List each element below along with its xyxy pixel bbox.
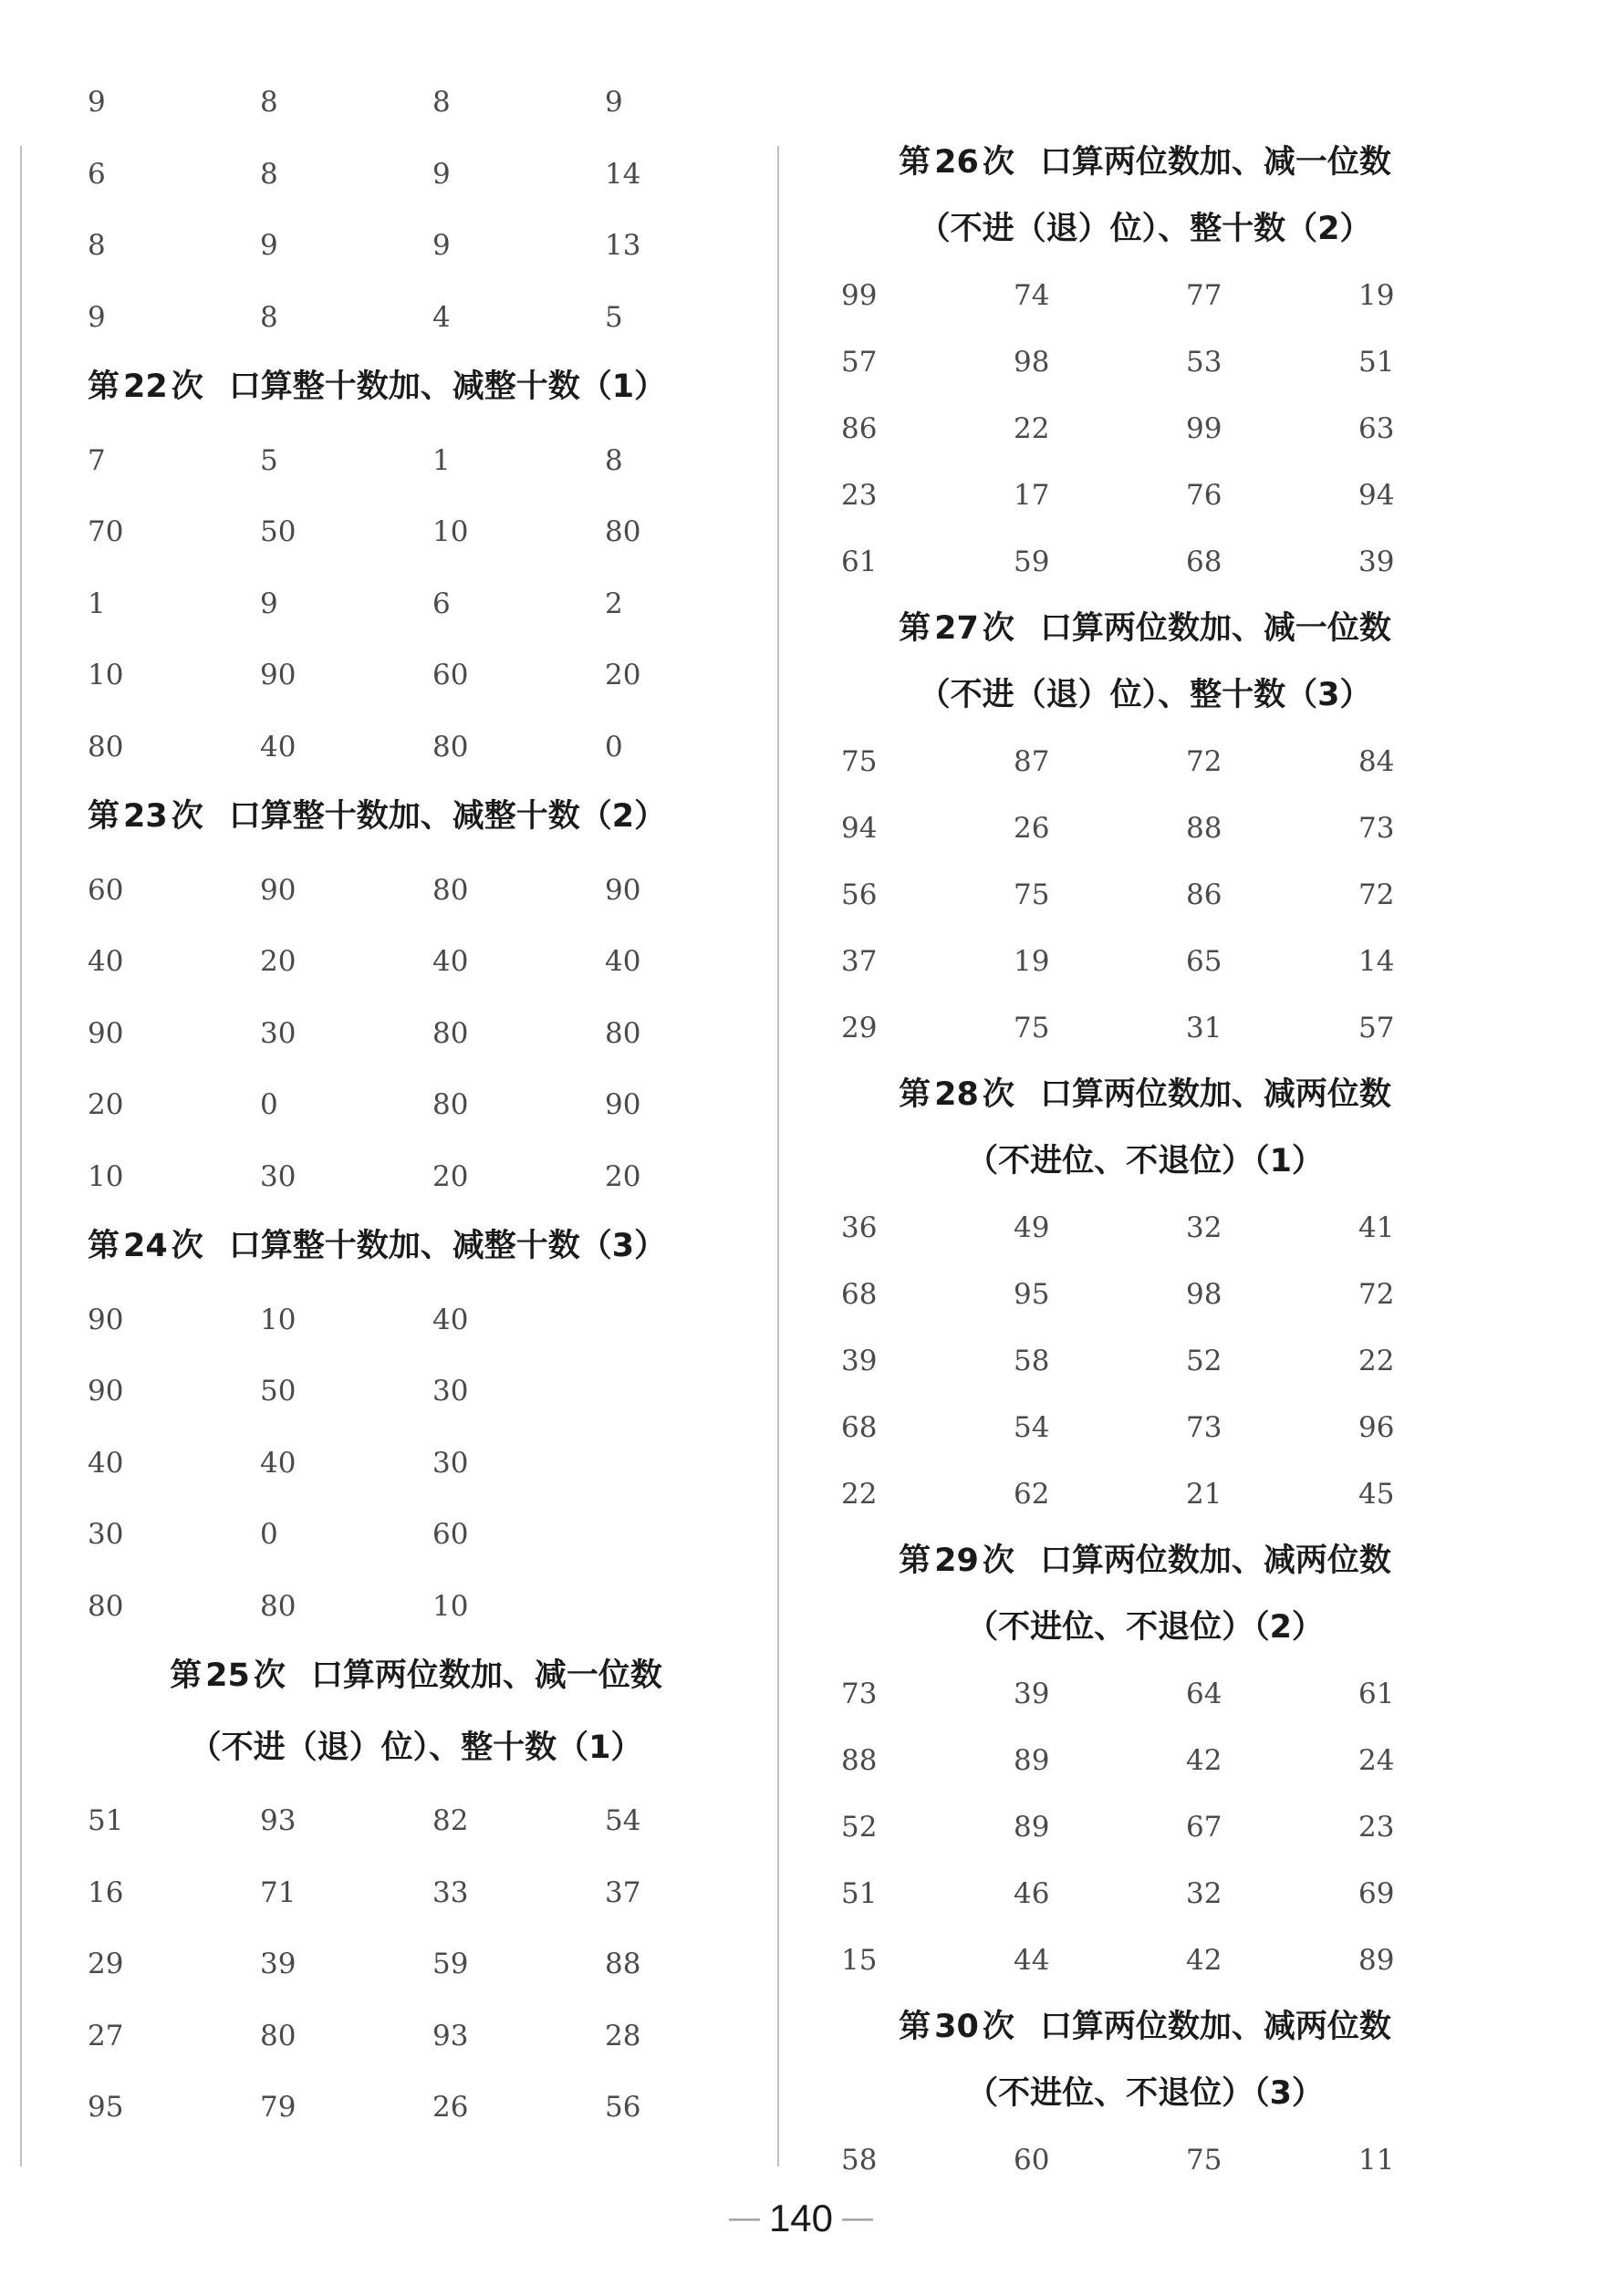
answer-value: 15: [841, 1944, 878, 1977]
answer-value: 67: [1186, 1811, 1222, 1844]
section-heading: [841, 144, 1449, 181]
answer-row: [88, 943, 781, 980]
answer-value: 74: [1014, 279, 1050, 312]
heading-suffix: 次: [982, 144, 1014, 181]
answer-row: [88, 514, 781, 550]
answer-value: 22: [841, 1478, 878, 1511]
answer-value: 20: [260, 945, 296, 978]
answer-row: [841, 1742, 1534, 1779]
heading-prefix: 第: [88, 798, 120, 835]
answer-value: 9: [260, 229, 278, 262]
answer-value: 75: [841, 745, 878, 778]
heading-suffix: 次: [171, 1228, 203, 1264]
answer-value: 40: [432, 945, 469, 978]
answer-value: 60: [432, 659, 469, 691]
answer-value: 8: [605, 443, 623, 477]
answer-value: 9: [88, 300, 106, 334]
answer-value: 8: [432, 86, 451, 119]
answer-value: 10: [432, 515, 469, 548]
answer-row: [841, 1343, 1534, 1379]
answer-row: [88, 1516, 781, 1553]
heading-suffix: 次: [982, 1076, 1014, 1113]
answer-value: 6: [88, 157, 106, 191]
answer-value: 79: [260, 2091, 296, 2124]
answer-value: 80: [605, 1016, 641, 1050]
answer-value: 73: [1186, 1411, 1222, 1444]
answer-row: [88, 1588, 781, 1625]
answer-value: 89: [1358, 1944, 1395, 1977]
answer-row: [841, 943, 1534, 980]
page-number-dash-right: —: [842, 2200, 874, 2235]
answer-value: 60: [88, 873, 124, 907]
answer-row: [841, 743, 1534, 780]
section-number: 29: [934, 1543, 979, 1579]
answer-value: 95: [1014, 1278, 1050, 1311]
answer-value: 75: [1014, 1012, 1050, 1044]
section-number: 28: [934, 1076, 979, 1113]
section-heading-subline: [841, 677, 1449, 713]
answer-value: 80: [260, 2019, 296, 2052]
answer-value: 80: [605, 515, 641, 548]
heading-suffix: 次: [982, 2009, 1014, 2045]
answer-value: 22: [1358, 1345, 1395, 1377]
answer-row: [88, 1946, 781, 1982]
answer-value: 37: [841, 945, 878, 978]
answer-value: 26: [1014, 812, 1050, 845]
answer-value: 30: [432, 1375, 469, 1408]
answer-value: 37: [605, 1875, 641, 1909]
answer-value: 19: [1014, 945, 1050, 978]
answer-row: [841, 1010, 1534, 1046]
answer-value: 9: [432, 229, 451, 262]
answer-value: 39: [260, 1948, 296, 1980]
answer-value: 57: [1358, 1012, 1395, 1044]
answer-value: 24: [1358, 1744, 1395, 1777]
answer-value: 4: [432, 300, 451, 334]
answer-value: 99: [841, 279, 878, 312]
answer-value: 49: [1014, 1211, 1050, 1244]
answer-value: 30: [432, 1446, 469, 1480]
section-title: 口算两位数加、减一位数: [1039, 144, 1391, 181]
answer-value: 77: [1186, 279, 1222, 312]
answer-value: 99: [1186, 412, 1222, 445]
section-heading: [88, 369, 666, 405]
answer-value: 9: [605, 86, 623, 119]
answer-value: 54: [605, 1804, 641, 1837]
answer-value: 59: [432, 1948, 469, 1980]
answer-value: 72: [1186, 745, 1222, 778]
section-heading-subline: [841, 1609, 1449, 1646]
answer-value: 88: [841, 1744, 878, 1777]
answer-row: [841, 2142, 1534, 2178]
heading-prefix: 第: [899, 610, 931, 647]
section-title-line: （不进位、不退位）（2）: [966, 1609, 1324, 1646]
answer-value: 93: [260, 1804, 296, 1837]
answer-value: 89: [1014, 1744, 1050, 1777]
answer-value: 1: [88, 587, 106, 620]
answer-value: 32: [1186, 1877, 1222, 1910]
heading-suffix: 次: [253, 1657, 286, 1694]
answer-value: 40: [432, 1303, 469, 1336]
answer-value: 42: [1186, 1744, 1222, 1777]
answer-value: 8: [260, 157, 278, 191]
answer-value: 5: [260, 443, 278, 477]
section-title-line: （不进位、不退位）（1）: [966, 1143, 1324, 1179]
answer-value: 10: [432, 1589, 469, 1623]
answer-value: 90: [88, 1375, 124, 1408]
answer-value: 98: [1014, 346, 1050, 379]
answer-value: 33: [432, 1875, 469, 1909]
answer-value: 80: [88, 730, 124, 764]
answer-row: [841, 344, 1534, 380]
answer-row: [88, 156, 781, 192]
answer-value: 58: [841, 2144, 878, 2177]
answer-value: 9: [260, 587, 278, 620]
answer-value: 0: [260, 1518, 278, 1551]
answer-value: 27: [88, 2019, 124, 2052]
answer-value: 90: [605, 1088, 641, 1121]
answer-value: 9: [88, 86, 106, 119]
answer-value: 72: [1358, 1278, 1395, 1311]
answer-value: 14: [1358, 945, 1395, 978]
heading-suffix: 次: [171, 798, 203, 835]
answer-value: 54: [1014, 1411, 1050, 1444]
answer-value: 20: [88, 1088, 124, 1121]
answer-row: [88, 1158, 781, 1195]
answer-value: 51: [88, 1804, 124, 1837]
answer-row: [88, 1445, 781, 1481]
section-number: 26: [934, 144, 979, 181]
section-title-line: （不进（退）位）、整十数（1）: [189, 1729, 643, 1766]
section-heading-subline: [841, 2075, 1449, 2112]
answer-row: [88, 1302, 781, 1338]
answer-value: 44: [1014, 1944, 1050, 1977]
answer-value: 56: [605, 2091, 641, 2124]
answer-value: 90: [260, 873, 296, 907]
section-heading: [88, 1228, 666, 1264]
answer-value: 40: [605, 945, 641, 978]
answer-value: 8: [260, 86, 278, 119]
section-heading: [88, 1657, 744, 1694]
answer-value: 76: [1186, 479, 1222, 512]
section-number: 24: [123, 1228, 168, 1264]
answer-value: 90: [260, 659, 296, 691]
answer-value: 23: [1358, 1811, 1395, 1844]
answer-value: 14: [605, 157, 641, 191]
answer-value: 2: [605, 587, 623, 620]
answer-value: 80: [432, 1088, 469, 1121]
answer-value: 53: [1186, 346, 1222, 379]
answer-value: 61: [1358, 1678, 1395, 1710]
answer-value: 16: [88, 1875, 124, 1909]
answer-value: 42: [1186, 1944, 1222, 1977]
section-title: 口算两位数加、减两位数: [1039, 1076, 1391, 1113]
answer-value: 32: [1186, 1211, 1222, 1244]
answer-value: 52: [1186, 1345, 1222, 1377]
answer-row: [88, 2089, 781, 2125]
section-title: 口算整十数加、减整十数（1）: [228, 369, 667, 405]
answer-value: 30: [260, 1016, 296, 1050]
answer-value: 17: [1014, 479, 1050, 512]
answer-value: 7: [88, 443, 106, 477]
answer-value: 40: [260, 1446, 296, 1480]
answer-value: 52: [841, 1811, 878, 1844]
answer-value: 89: [1014, 1811, 1050, 1844]
answer-value: 20: [605, 659, 641, 691]
answer-value: 50: [260, 1375, 296, 1408]
left-margin-rule: [20, 146, 22, 2166]
answer-value: 68: [841, 1411, 878, 1444]
answer-value: 73: [1358, 812, 1395, 845]
answer-value: 23: [841, 479, 878, 512]
answer-value: 75: [1014, 878, 1050, 911]
answer-value: 62: [1014, 1478, 1050, 1511]
answer-value: 28: [605, 2019, 641, 2052]
answer-value: 40: [260, 730, 296, 764]
answer-value: 88: [605, 1948, 641, 1980]
answer-value: 80: [432, 1016, 469, 1050]
answer-value: 30: [88, 1518, 124, 1551]
answer-value: 88: [1186, 812, 1222, 845]
answer-value: 8: [260, 300, 278, 334]
answer-row: [841, 410, 1534, 447]
section-heading: [88, 798, 666, 835]
page-footer: [0, 2197, 1602, 2240]
answer-row: [88, 586, 781, 622]
answer-value: 39: [1014, 1678, 1050, 1710]
answer-value: 20: [432, 1159, 469, 1193]
answer-value: 31: [1186, 1012, 1222, 1044]
answer-value: 75: [1186, 2144, 1222, 2177]
answer-value: 86: [1186, 878, 1222, 911]
answer-value: 96: [1358, 1411, 1395, 1444]
heading-suffix: 次: [171, 369, 203, 405]
answer-value: 84: [1358, 745, 1395, 778]
heading-prefix: 第: [899, 1076, 931, 1113]
heading-prefix: 第: [170, 1657, 203, 1694]
answer-value: 6: [432, 587, 451, 620]
answer-row: [841, 1875, 1534, 1912]
section-number: 27: [934, 610, 979, 647]
answer-value: 13: [605, 229, 641, 262]
answer-value: 60: [1014, 2144, 1050, 2177]
section-heading: [841, 2009, 1449, 2045]
answer-value: 8: [88, 229, 106, 262]
answer-value: 71: [260, 1875, 296, 1909]
heading-suffix: 次: [982, 1543, 1014, 1579]
answer-value: 36: [841, 1211, 878, 1244]
answer-value: 30: [260, 1159, 296, 1193]
section-heading: [841, 610, 1449, 647]
answer-value: 10: [88, 1159, 124, 1193]
answer-value: 51: [1358, 346, 1395, 379]
answer-row: [88, 2018, 781, 2054]
section-title: 口算两位数加、减一位数: [310, 1657, 662, 1694]
section-heading-subline: [841, 211, 1449, 247]
section-title-line: （不进（退）位）、整十数（2）: [918, 211, 1372, 247]
answer-row: [841, 477, 1534, 514]
answer-row: [88, 1875, 781, 1911]
answer-value: 56: [841, 878, 878, 911]
answer-row: [88, 84, 781, 120]
answer-value: 39: [1358, 545, 1395, 578]
answer-value: 90: [88, 1303, 124, 1336]
section-title-line: （不进（退）位）、整十数（3）: [918, 677, 1372, 713]
page-number: 140: [768, 2197, 834, 2239]
answer-value: 63: [1358, 412, 1395, 445]
answer-value: 72: [1358, 878, 1395, 911]
answer-value: 5: [605, 300, 623, 334]
answer-value: 90: [88, 1016, 124, 1050]
answer-row: [88, 442, 781, 479]
answer-value: 61: [841, 545, 878, 578]
answer-value: 10: [260, 1303, 296, 1336]
answer-value: 22: [1014, 412, 1050, 445]
answer-value: 0: [260, 1088, 278, 1121]
answer-row: [841, 810, 1534, 847]
answer-row: [88, 1373, 781, 1409]
section-heading-subline: [88, 1730, 744, 1766]
heading-suffix: 次: [982, 610, 1014, 647]
section-number: 25: [205, 1657, 250, 1694]
answer-value: 9: [432, 157, 451, 191]
answer-value: 11: [1358, 2144, 1395, 2177]
answer-row: [88, 227, 781, 264]
answer-value: 20: [605, 1159, 641, 1193]
answer-value: 70: [88, 515, 124, 548]
answer-value: 93: [432, 2019, 469, 2052]
answer-value: 94: [841, 812, 878, 845]
answer-value: 40: [88, 1446, 124, 1480]
section-heading: [841, 1543, 1449, 1579]
heading-prefix: 第: [88, 369, 120, 405]
answer-row: [841, 877, 1534, 913]
section-title: 口算整十数加、减整十数（3）: [228, 1228, 667, 1264]
answer-row: [841, 1676, 1534, 1712]
section-title: 口算整十数加、减整十数（2）: [228, 798, 667, 835]
answer-value: 86: [841, 412, 878, 445]
heading-prefix: 第: [899, 2009, 931, 2045]
answer-value: 98: [1186, 1278, 1222, 1311]
answer-value: 64: [1186, 1678, 1222, 1710]
section-number: 30: [934, 2009, 979, 2045]
answer-row: [841, 544, 1534, 580]
answer-value: 29: [88, 1948, 124, 1980]
answer-row: [841, 1409, 1534, 1446]
answer-value: 45: [1358, 1478, 1395, 1511]
answer-row: [88, 1015, 781, 1052]
answer-value: 19: [1358, 279, 1395, 312]
answer-row: [841, 1210, 1534, 1246]
answer-value: 80: [432, 730, 469, 764]
answer-row: [88, 872, 781, 909]
answer-value: 90: [605, 873, 641, 907]
section-title: 口算两位数加、减一位数: [1039, 610, 1391, 647]
section-title: 口算两位数加、减两位数: [1039, 1543, 1391, 1579]
answer-value: 1: [432, 443, 451, 477]
answer-value: 58: [1014, 1345, 1050, 1377]
answer-row: [88, 1803, 781, 1839]
answer-value: 60: [432, 1518, 469, 1551]
answer-value: 10: [88, 659, 124, 691]
answer-value: 95: [88, 2091, 124, 2124]
answer-value: 87: [1014, 745, 1050, 778]
page-number-dash-left: —: [728, 2200, 760, 2235]
section-heading: [841, 1076, 1449, 1113]
section-title-line: （不进位、不退位）（3）: [966, 2075, 1324, 2112]
answer-value: 50: [260, 515, 296, 548]
answer-value: 68: [841, 1278, 878, 1311]
answer-value: 80: [88, 1589, 124, 1623]
heading-prefix: 第: [88, 1228, 120, 1264]
answer-value: 82: [432, 1804, 469, 1837]
answer-row: [88, 729, 781, 765]
answer-row: [88, 657, 781, 693]
answer-row: [841, 1476, 1534, 1512]
answer-value: 46: [1014, 1877, 1050, 1910]
answer-value: 57: [841, 346, 878, 379]
section-title: 口算两位数加、减两位数: [1039, 2009, 1391, 2045]
answer-value: 80: [260, 1589, 296, 1623]
answer-value: 59: [1014, 545, 1050, 578]
section-number: 22: [123, 369, 168, 405]
heading-prefix: 第: [899, 1543, 931, 1579]
section-heading-subline: [841, 1143, 1449, 1179]
answer-row: [841, 1276, 1534, 1313]
answer-value: 65: [1186, 945, 1222, 978]
answer-value: 41: [1358, 1211, 1395, 1244]
answer-value: 0: [605, 730, 623, 764]
answer-row: [88, 1086, 781, 1123]
answer-value: 68: [1186, 545, 1222, 578]
answer-row: [841, 1809, 1534, 1845]
answer-value: 26: [432, 2091, 469, 2124]
answer-value: 29: [841, 1012, 878, 1044]
answer-row: [88, 299, 781, 336]
answer-value: 39: [841, 1345, 878, 1377]
answer-value: 80: [432, 873, 469, 907]
section-number: 23: [123, 798, 168, 835]
answer-value: 94: [1358, 479, 1395, 512]
heading-prefix: 第: [899, 144, 931, 181]
answer-value: 40: [88, 945, 124, 978]
answer-value: 51: [841, 1877, 878, 1910]
answer-row: [841, 1942, 1534, 1979]
answer-value: 21: [1186, 1478, 1222, 1511]
answer-value: 73: [841, 1678, 878, 1710]
answer-row: [841, 277, 1534, 314]
answer-value: 69: [1358, 1877, 1395, 1910]
